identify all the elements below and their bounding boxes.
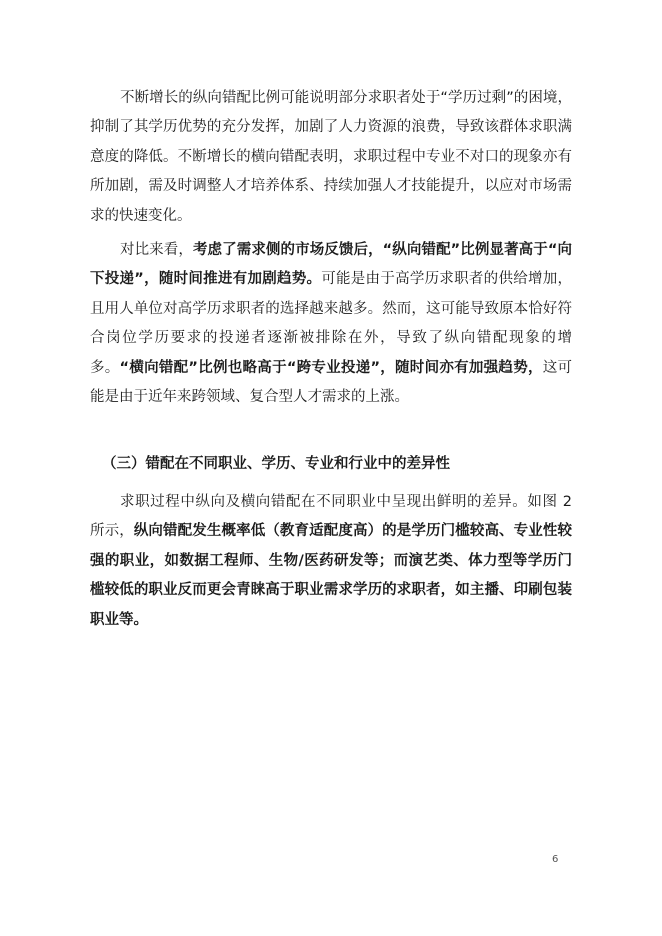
paragraph-text: 不断增长的纵向错配比例可能说明部分求职者处于“学历过剩”的困境，抑制了其学历优势的充分发挥，加剧了人力资源的浪费，导致该群体求职满意度的降低。不断增长的横向错配表明，求职过程中专业不对口的现象亦有所加剧，需及时调整人才培养体系、持续加强人才技能提升，以应对市场需求的快速变化。 (90, 90, 572, 224)
paragraph-text-lead: 对比来看， (120, 242, 193, 258)
paragraph-text-tail: 这可能是由于近年来跨领域、复合型人才需求的上涨。 (90, 359, 573, 406)
paragraph-occupation-differences (90, 488, 572, 635)
section-heading: （三）错配在不同职业、学历、专业和行业中的差异性 (102, 456, 450, 472)
paragraph-text-emphasis-vertical: 考虑了需求侧的市场反馈后，“纵向错配”比例显著高于“向下投递”，随时间推进有加剧趋势。 (90, 242, 572, 288)
page-number: 6 (552, 854, 559, 865)
paragraph-text-emphasis-horizontal: “横向错配”比例也略高于“跨专业投递”，随时间亦有加强趋势， (119, 359, 543, 376)
paragraph-mismatch-growth (90, 84, 572, 231)
paragraph-text-explanation: 可能是由于高学历求职者的供给增加，且用人单位对高学历求职者的选择越来越多。然而，这可能导致原本恰好符合岗位学历要求的投递者逐渐被排除在外，导致了纵向错配现象的增多。 (90, 271, 572, 376)
paragraph-comparison (90, 236, 572, 412)
paragraph-text-lead: 求职过程中纵向及横向错配在不同职业中呈现出鲜明的差异。如图 2 所示， (90, 494, 572, 540)
paragraph-text-emphasis: 纵向错配发生概率低（教育适配度高）的是学历门槛较高、专业性较强的职业，如数据工程师、生物/医药研发等；而演艺类、体力型等学历门槛较低的职业反而更会青睐高于职业需求学历的求职者，如主播、印刷包装职业等。 (90, 523, 572, 628)
